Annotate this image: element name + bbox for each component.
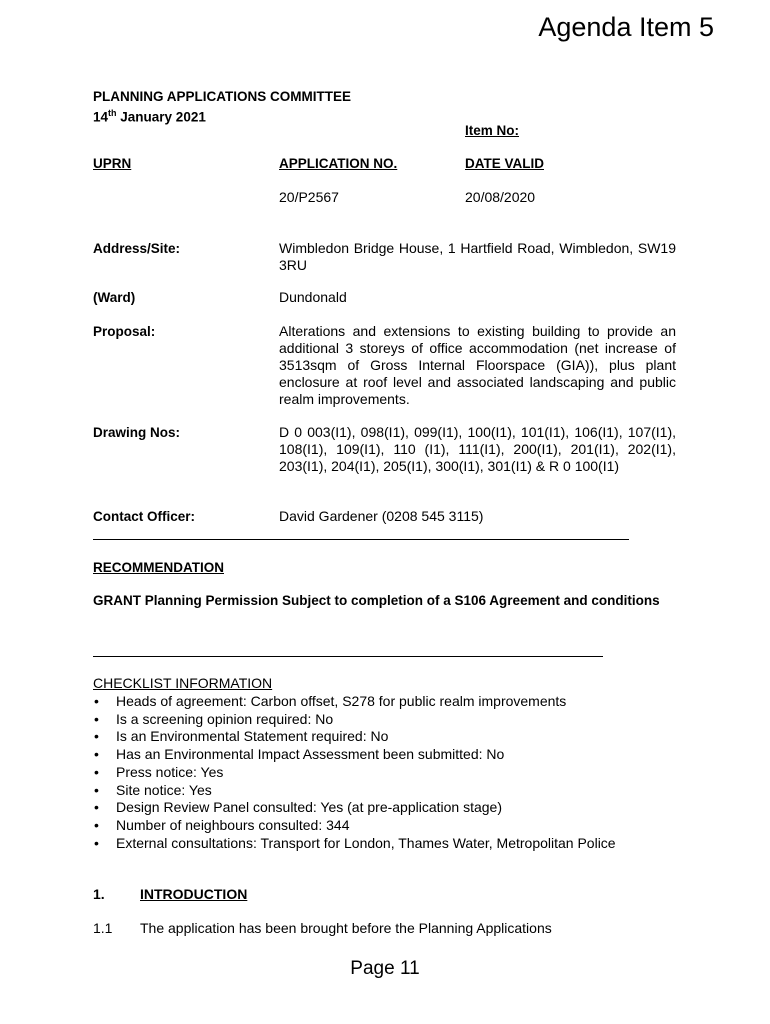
application-no-header: APPLICATION NO.	[279, 156, 398, 171]
date-rest: January 2021	[116, 109, 206, 125]
recommendation-text: GRANT Planning Permission Subject to completion of a S106 Agreement and conditions	[93, 593, 660, 608]
address-value: Wimbledon Bridge House, 1 Hartfield Road, Wimbledon, SW19 3RU	[279, 240, 676, 273]
checklist-item: • Heads of agreement: Carbon offset, S278 for public realm improvements	[93, 693, 693, 711]
uprn-header: UPRN	[93, 156, 132, 171]
agenda-item-title: Agenda Item 5	[538, 12, 714, 42]
committee-date	[93, 105, 206, 126]
divider	[93, 656, 603, 657]
date-day: 14	[93, 109, 109, 125]
page-number: Page 11	[350, 958, 420, 979]
contact-value: David Gardener (0208 545 3115)	[279, 508, 484, 524]
checklist-item: • Number of neighbours consulted: 344	[93, 817, 693, 835]
checklist-item: • Is a screening opinion required: No	[93, 711, 693, 729]
checklist-item: • Design Review Panel consulted: Yes (at pre-application stage)	[93, 799, 693, 817]
checklist-item: • Site notice: Yes	[93, 782, 693, 800]
drawing-value: D 0 003(I1), 098(I1), 099(I1), 100(I1), 101(I1), 106(I1), 107(I1), 108(I1), 109(I1), 110 (I1), 111(I1), 200(I1), 201(I1), 202(I1), 203(I1), 204(I1), 205(I1), 300(I1), 301(I1) & R 0 100(I1)	[279, 424, 676, 474]
checklist-item: • Has an Environmental Impact Assessment been submitted: No	[93, 746, 693, 764]
recommendation-heading: RECOMMENDATION	[93, 560, 224, 575]
checklist	[93, 693, 693, 852]
introduction-paragraph: The application has been brought before the Planning Applications	[140, 920, 552, 936]
section-number: 1.	[93, 886, 105, 902]
contact-label: Contact Officer:	[93, 509, 196, 524]
date-valid-header: DATE VALID	[465, 156, 544, 171]
drawing-label: Drawing Nos:	[93, 425, 181, 440]
checklist-item: • Is an Environmental Statement required: No	[93, 728, 693, 746]
application-date-valid: 20/08/2020	[465, 189, 536, 205]
ward-value: Dundonald	[279, 289, 347, 305]
checklist-item: • Press notice: Yes	[93, 764, 693, 782]
divider	[93, 539, 629, 540]
proposal-label: Proposal:	[93, 324, 156, 339]
paragraph-number: 1.1	[93, 920, 113, 936]
item-no-label: Item No:	[465, 123, 519, 138]
checklist-item: • External consultations: Transport for London, Thames Water, Metropolitan Police	[93, 835, 693, 853]
application-number: 20/P2567	[279, 189, 339, 205]
introduction-heading: INTRODUCTION	[140, 886, 248, 902]
proposal-value: Alterations and extensions to existing building to provide an additional 3 storeys of office accommodation (net increase of 3513sqm of Gross Internal Floorspace (GIA)), plus plant enclosure at roof level and associated landscaping and public realm improvements.	[279, 323, 676, 407]
checklist-heading: CHECKLIST INFORMATION	[93, 675, 273, 691]
date-suffix: th	[108, 108, 117, 118]
address-label: Address/Site:	[93, 241, 181, 256]
committee-name: PLANNING APPLICATIONS COMMITTEE	[93, 89, 351, 104]
ward-label: (Ward)	[93, 290, 136, 305]
